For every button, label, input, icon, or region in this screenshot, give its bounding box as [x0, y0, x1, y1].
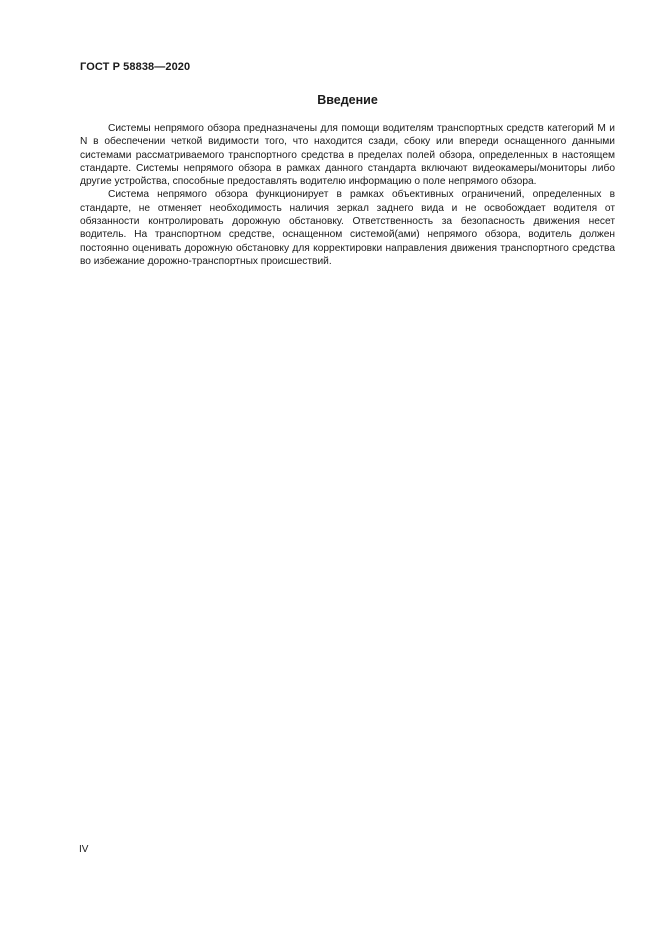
body-text — [80, 122, 615, 268]
document-code: ГОСТ Р 58838—2020 — [80, 61, 191, 73]
page-number: IV — [79, 844, 89, 855]
paragraph-2: Система непрямого обзора функционирует в рамках объективных ограничений, определенных в стандарте, не отменяет необходимость наличия зеркал заднего вида и не освобождает водителя от обязанности контролировать дорожную обстановку. Ответственность за безопасность движения несет водитель. На транспортном средстве, оснащенном системой(ами) непрямого обзора, водитель должен постоянно оценивать дорожную обстановку для корректировки направления движения транспортного средства во избежание дорожно-транспортных происшествий. — [80, 189, 615, 267]
paragraph-1: Системы непрямого обзора предназначены для помощи водителям транспортных средств категорий M и N в обеспечении четкой видимости того, что находится сзади, сбоку или впереди оснащенного данными системами рассматриваемого транспортного средства в пределах полей обзора, определенных в настоящем стандарте. Системы непрямого обзора в рамках данного стандарта включают видеокамеры/мониторы либо другие устройства, способные предоставлять водителю информацию о поле непрямого обзора. — [80, 123, 615, 188]
section-title: Введение — [317, 93, 378, 107]
